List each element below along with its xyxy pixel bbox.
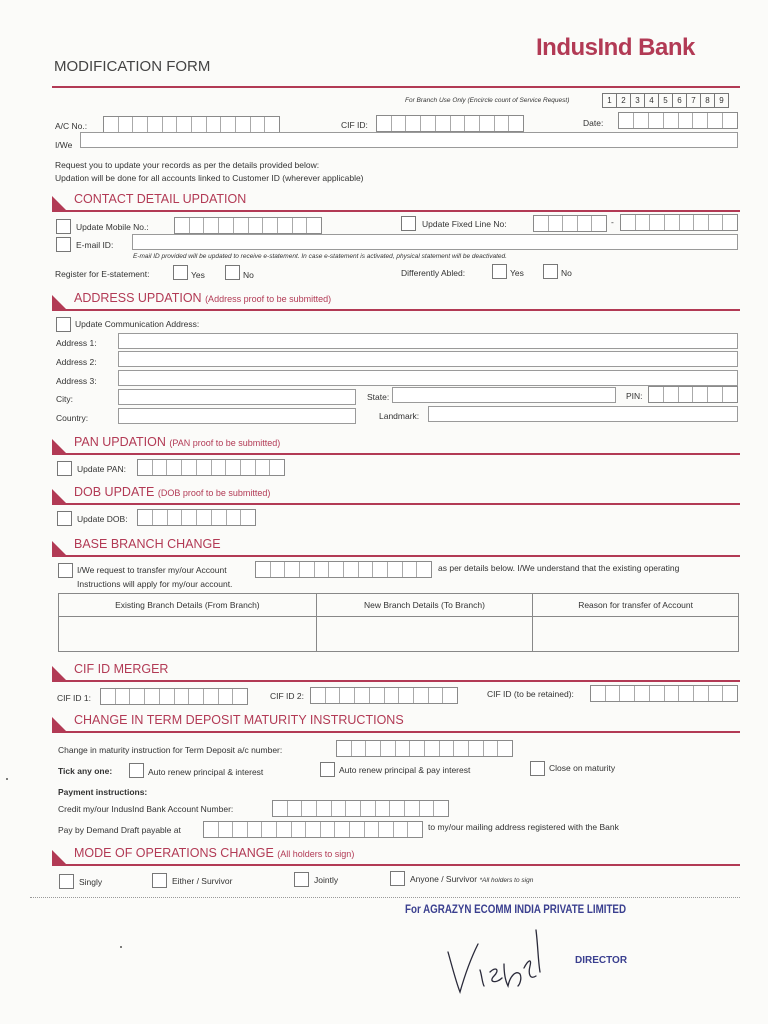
update-dob-checkbox[interactable] — [57, 511, 72, 526]
section-cif-merger — [52, 662, 740, 682]
either-survivor-checkbox[interactable] — [152, 873, 167, 888]
branch-transfer-table — [58, 593, 739, 652]
differently-abled-yes-checkbox[interactable] — [492, 264, 507, 279]
update-pan-label: Update PAN: — [77, 464, 126, 474]
branch-count-3[interactable]: 3 — [631, 93, 645, 108]
branch-count-boxes[interactable] — [602, 93, 729, 108]
section-title — [74, 435, 280, 449]
anyone-survivor-text: Anyone / Survivor — [410, 874, 478, 884]
update-comm-address-label: Update Communication Address: — [75, 319, 200, 329]
section-title: CONTACT DETAIL UPDATION — [74, 192, 247, 206]
update-mobile-checkbox[interactable] — [56, 219, 71, 234]
section-marker — [52, 541, 66, 555]
pin-field[interactable] — [648, 386, 738, 403]
section-marker — [52, 439, 66, 453]
anyone-survivor-checkbox[interactable] — [390, 871, 405, 886]
state-label: State: — [367, 392, 390, 402]
section-marker — [52, 489, 66, 503]
branch-request-tail: as per details below. I/We understand that the existing operating — [438, 563, 680, 573]
opt-close-maturity-checkbox[interactable] — [530, 761, 545, 776]
section-marker — [52, 666, 66, 680]
cif-retained-label: CIF ID (to be retained): — [487, 689, 574, 699]
city-field[interactable] — [118, 389, 356, 405]
opt-auto-renew-pay-checkbox[interactable] — [320, 762, 335, 777]
section-title: CHANGE IN TERM DEPOSIT MATURITY INSTRUCTIONS — [74, 713, 404, 727]
operations-note: (All holders to sign) — [277, 849, 355, 859]
section-marker — [52, 295, 66, 309]
to-branch-cell[interactable] — [316, 617, 532, 652]
credit-account-field[interactable] — [272, 800, 449, 817]
address1-label: Address 1: — [56, 338, 97, 348]
pin-label: PIN: — [626, 391, 643, 401]
branch-count-6[interactable]: 6 — [673, 93, 687, 108]
update-dob-label: Update DOB: — [77, 514, 128, 524]
cif2-field[interactable] — [310, 687, 458, 704]
singly-checkbox[interactable] — [59, 874, 74, 889]
cif-retained-field[interactable] — [590, 685, 738, 702]
margin-dot — [6, 778, 8, 780]
section-title — [74, 846, 354, 860]
cif-id-field[interactable] — [376, 115, 524, 132]
country-label: Country: — [56, 413, 89, 423]
company-stamp: For AGRAZYN ECOMM INDIA PRIVATE LIMITED — [405, 904, 627, 916]
cif-id-label: CIF ID: — [341, 120, 368, 130]
estatement-label: Register for E-statement: — [55, 269, 150, 279]
section-title — [74, 291, 331, 305]
section-marker — [52, 717, 66, 731]
reason-cell[interactable] — [533, 617, 739, 652]
table-header-from-branch: Existing Branch Details (From Branch) — [59, 594, 317, 617]
header-rule — [52, 86, 740, 88]
state-field[interactable] — [392, 387, 616, 403]
cut-line — [30, 897, 740, 898]
update-comm-address-checkbox[interactable] — [56, 317, 71, 332]
city-label: City: — [56, 394, 73, 404]
section-contact — [52, 192, 740, 212]
landmark-field[interactable] — [428, 406, 738, 422]
cif1-field[interactable] — [100, 688, 248, 705]
dd-label: Pay by Demand Draft payable at — [58, 825, 181, 835]
signature — [440, 920, 550, 1000]
branch-request-line2: Instructions will apply for my/our account. — [77, 579, 233, 589]
pan-title: PAN UPDATION — [74, 435, 166, 449]
form-title: MODIFICATION FORM — [54, 58, 211, 75]
branch-transfer-checkbox[interactable] — [58, 563, 73, 578]
cif1-label: CIF ID 1: — [57, 693, 92, 703]
jointly-checkbox[interactable] — [294, 872, 309, 887]
opt-close-maturity-label: Close on maturity — [549, 763, 616, 773]
operations-title: MODE OF OPERATIONS CHANGE — [74, 846, 274, 860]
singly-label: Singly — [79, 877, 103, 887]
pan-field[interactable] — [137, 459, 285, 476]
fixed-line-std-field[interactable] — [533, 215, 607, 232]
branch-count-2[interactable]: 2 — [617, 93, 631, 108]
opt-auto-renew-pi-checkbox[interactable] — [129, 763, 144, 778]
section-title — [74, 485, 270, 499]
update-mobile-label: Update Mobile No.: — [76, 222, 149, 232]
pan-note: (PAN proof to be submitted) — [169, 438, 281, 448]
address3-field[interactable] — [118, 370, 738, 386]
address2-label: Address 2: — [56, 357, 97, 367]
margin-dot — [120, 946, 122, 948]
address-note: (Address proof to be submitted) — [205, 294, 332, 304]
branch-count-8[interactable]: 8 — [701, 93, 715, 108]
intro-line-2: Updation will be done for all accounts linked to Customer ID (wherever applicable) — [55, 173, 364, 183]
opt-auto-renew-pay-label: Auto renew principal & pay interest — [339, 765, 471, 775]
branch-use-label: For Branch Use Only (Encircle count of Service Request) — [405, 97, 570, 104]
td-change-label: Change in maturity instruction for Term Deposit a/c number: — [58, 745, 283, 755]
bank-logo: IndusInd Bank — [536, 34, 695, 61]
dob-note: (DOB proof to be submitted) — [157, 488, 271, 498]
section-marker — [52, 850, 66, 864]
update-fixed-line-label: Update Fixed Line No: — [422, 219, 507, 229]
dob-title: DOB UPDATE — [74, 485, 155, 499]
iwe-label: I/We — [55, 140, 73, 150]
anyone-survivor-label — [410, 874, 533, 884]
branch-count-9[interactable]: 9 — [715, 93, 729, 108]
update-fixed-line-checkbox[interactable] — [401, 216, 416, 231]
mobile-field[interactable] — [174, 217, 322, 234]
from-branch-cell[interactable] — [59, 617, 317, 652]
section-title: BASE BRANCH CHANGE — [74, 537, 221, 551]
section-operations — [52, 846, 740, 866]
estatement-no-checkbox[interactable] — [225, 265, 240, 280]
branch-count-4[interactable]: 4 — [645, 93, 659, 108]
differently-abled-label: Differently Abled: — [401, 268, 466, 278]
address2-field[interactable] — [118, 351, 738, 367]
credit-account-label: Credit my/our IndusInd Bank Account Number: — [58, 804, 234, 814]
payment-instructions-label: Payment instructions: — [58, 787, 148, 797]
dob-field[interactable] — [137, 509, 256, 526]
email-label: E-mail ID: — [76, 240, 114, 250]
email-checkbox[interactable] — [56, 237, 71, 252]
email-field[interactable] — [132, 234, 738, 250]
estatement-yes-label: Yes — [191, 270, 205, 280]
date-field[interactable] — [618, 112, 738, 129]
landmark-label: Landmark: — [379, 411, 420, 421]
either-survivor-label: Either / Survivor — [172, 876, 233, 886]
branch-count-5[interactable]: 5 — [659, 93, 673, 108]
table-header-to-branch: New Branch Details (To Branch) — [316, 594, 532, 617]
differently-abled-no-checkbox[interactable] — [543, 264, 558, 279]
table-header-reason: Reason for transfer of Account — [533, 594, 739, 617]
country-field[interactable] — [118, 408, 356, 424]
dd-tail: to my/our mailing address registered with the Bank — [428, 822, 619, 832]
jointly-label: Jointly — [314, 875, 339, 885]
section-address — [52, 291, 740, 311]
ac-no-field[interactable] — [103, 116, 280, 133]
td-account-field[interactable] — [336, 740, 513, 757]
differently-abled-no-label: No — [561, 268, 572, 278]
ac-no-label: A/C No.: — [55, 121, 88, 131]
cif2-label: CIF ID 2: — [270, 691, 305, 701]
director-label: DIRECTOR — [575, 955, 628, 966]
section-dob — [52, 485, 740, 505]
estatement-yes-checkbox[interactable] — [173, 265, 188, 280]
tick-any-label: Tick any one: — [58, 766, 113, 776]
section-marker — [52, 196, 66, 210]
section-pan — [52, 435, 740, 455]
anyone-survivor-note: *All holders to sign — [479, 877, 534, 884]
estatement-no-label: No — [243, 270, 254, 280]
fixed-line-number-field[interactable] — [620, 214, 738, 231]
dd-payable-field[interactable] — [203, 821, 423, 838]
branch-count-1[interactable]: 1 — [602, 93, 617, 108]
address3-label: Address 3: — [56, 376, 97, 386]
differently-abled-yes-label: Yes — [510, 268, 524, 278]
branch-count-7[interactable]: 7 — [687, 93, 701, 108]
fixed-line-dash: - — [611, 217, 614, 227]
opt-auto-renew-pi-label: Auto renew principal & interest — [148, 767, 264, 777]
address-title: ADDRESS UPDATION — [74, 291, 202, 305]
branch-request-line1: I/We request to transfer my/our Account — [77, 565, 227, 575]
date-label: Date: — [583, 118, 604, 128]
update-pan-checkbox[interactable] — [57, 461, 72, 476]
iwe-name-field[interactable] — [80, 132, 738, 148]
email-note: E-mail ID provided will be updated to receive e-statement. In case e-statement is activated, physical statement will be deactivated. — [133, 253, 507, 260]
section-title: CIF ID MERGER — [74, 662, 169, 676]
section-term-deposit — [52, 713, 740, 733]
address1-field[interactable] — [118, 333, 738, 349]
section-branch — [52, 537, 740, 557]
intro-line-1: Request you to update your records as per the details provided below: — [55, 160, 320, 170]
branch-transfer-account-field[interactable] — [255, 561, 432, 578]
